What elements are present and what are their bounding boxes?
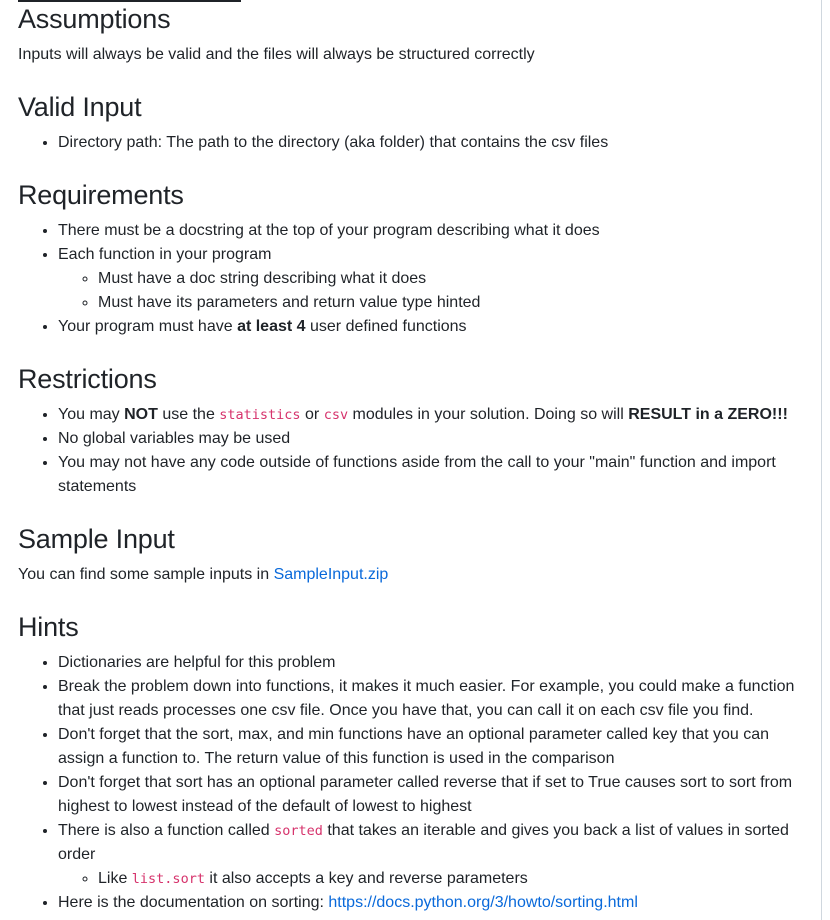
list-item: [58, 315, 808, 339]
list-item: [58, 891, 808, 915]
list-item: • Don't forget that the sort, max, and min functions have an optional parameter called key that you can assign a function to. The return value of this function is used in the comparison: [58, 723, 808, 771]
list-item: [58, 819, 808, 891]
list-item: • Directory path: The path to the directory (aka folder) that contains the csv files: [58, 131, 808, 155]
list-item: [58, 403, 808, 427]
restrictions-section: [18, 361, 808, 499]
valid-input-list: [18, 131, 808, 155]
sample-input-text: [18, 563, 808, 587]
paragraph-text: You can find some sample inputs in: [18, 566, 274, 583]
requirements-heading: Requirements: [18, 180, 184, 210]
document-content: [18, 0, 808, 915]
list-item: • You may not have any code outside of functions aside from the call to your "main" function and import statements: [58, 451, 808, 499]
inline-code: csv: [323, 407, 349, 423]
emphasis-text: NOT: [124, 406, 158, 423]
list-item-text: or: [300, 406, 324, 423]
list-item: • Dictionaries are helpful for this problem: [58, 651, 808, 675]
list-item-text: Each function in your program: [58, 246, 272, 263]
restrictions-list: [18, 403, 808, 499]
requirements-list: [18, 219, 808, 339]
list-item-text: There is also a function called: [58, 822, 275, 839]
valid-input-heading: Valid Input: [18, 92, 142, 122]
valid-input-section: [18, 89, 808, 155]
assumptions-section: [18, 1, 808, 67]
list-item: • Don't forget that sort has an optional parameter called reverse that if set to True causes sort to sort from highest to lowest instead of the default of lowest to highest: [58, 771, 808, 819]
hints-heading: Hints: [18, 612, 79, 642]
sample-input-section: [18, 521, 808, 587]
restrictions-heading: Restrictions: [18, 364, 157, 394]
list-item-text: You may: [58, 406, 125, 423]
list-item-text: use the: [157, 406, 220, 423]
emphasis-text: RESULT in a ZERO!!!: [628, 406, 788, 423]
hints-sublist: [58, 867, 808, 891]
inline-code: list.sort: [131, 871, 205, 887]
list-item: • There must be a docstring at the top of your program describing what it does: [58, 219, 808, 243]
sorting-docs-link[interactable]: https://docs.python.org/3/howto/sorting.html: [328, 894, 638, 911]
list-item-text: Like: [98, 870, 132, 887]
assumptions-heading: Assumptions: [18, 4, 171, 34]
list-item: [98, 867, 808, 891]
list-item: ◦ Must have a doc string describing what it does: [98, 267, 808, 291]
requirements-section: [18, 177, 808, 339]
list-item-text: modules in your solution. Doing so will: [348, 406, 629, 423]
list-item-text: Here is the documentation on sorting:: [58, 894, 329, 911]
list-item: [58, 243, 808, 315]
sample-input-heading: Sample Input: [18, 524, 175, 554]
list-item: • No global variables may be used: [58, 427, 808, 451]
hints-section: [18, 609, 808, 915]
list-item: • Break the problem down into functions, it makes it much easier. For example, you could make a function that just reads processes one csv file. Once you have that, you can call it on each csv file you find.: [58, 675, 808, 723]
hints-list: [18, 651, 808, 915]
list-item-text: Your program must have: [58, 318, 238, 335]
page-right-border: [821, 0, 822, 920]
emphasis-text: at least 4: [237, 318, 306, 335]
inline-code: statistics: [219, 407, 301, 423]
sample-input-link[interactable]: SampleInput.zip: [273, 566, 389, 583]
requirements-sublist: [58, 267, 808, 315]
list-item-text: that takes an iterable and gives you back a list of values in sorted order: [58, 822, 789, 863]
list-item: ◦ Must have its parameters and return value type hinted: [98, 291, 808, 315]
list-item-text: user defined functions: [305, 318, 467, 335]
inline-code: sorted: [274, 823, 323, 839]
list-item-text: it also accepts a key and reverse parameters: [204, 870, 528, 887]
assumptions-text: Inputs will always be valid and the files will always be structured correctly: [18, 46, 535, 63]
